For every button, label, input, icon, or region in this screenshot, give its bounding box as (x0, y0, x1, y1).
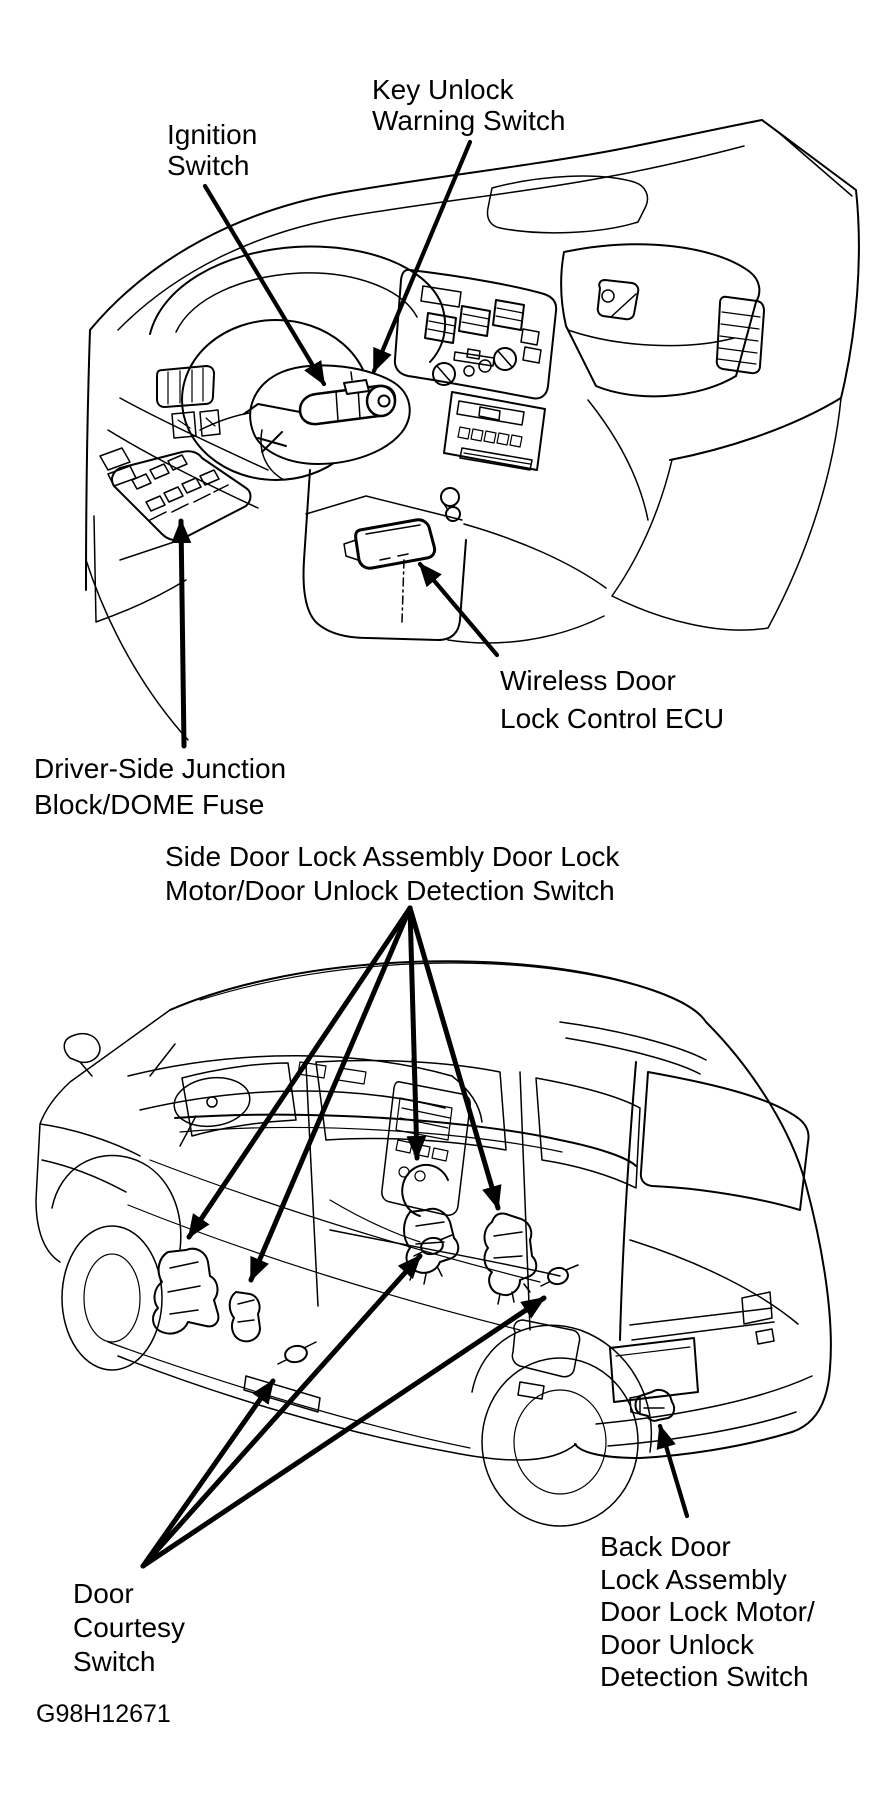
front-wheel (62, 1226, 162, 1370)
console (304, 470, 606, 643)
key-unlock-warning-switch-part (344, 380, 369, 394)
quarter-window (536, 1078, 640, 1188)
label-line: Key Unlock (372, 74, 514, 105)
rear-wheel (482, 1358, 638, 1526)
wireless-door-lock-ecu-part (344, 520, 435, 568)
second-door-lock-assembly (230, 1292, 260, 1341)
label-key-unlock-warning-switch (372, 74, 565, 136)
leader-courtesy-1 (143, 1381, 273, 1566)
label-line: Switch (73, 1646, 156, 1677)
glove-box (561, 244, 759, 396)
rear-side-door-lock-assembly (485, 1213, 537, 1304)
label-door-courtesy-switch (73, 1577, 185, 1679)
label-line: Courtesy (73, 1612, 186, 1643)
label-driver-side-junction-block (34, 751, 286, 823)
leader-side-lock-2 (251, 908, 410, 1280)
label-line: Lock Assembly (600, 1563, 787, 1595)
center-stack (395, 270, 556, 470)
shifter-knob (441, 488, 459, 506)
label-side-door-lock-assembly (165, 840, 619, 908)
taillight-right (742, 1292, 774, 1344)
leader-side-lock-1 (189, 908, 410, 1237)
front-door-lock-assembly (153, 1249, 218, 1334)
label-line: Driver-Side Junction (34, 753, 287, 784)
door-courtesy-switch-front (278, 1342, 316, 1364)
label-line: Block/DOME Fuse (34, 789, 265, 820)
leader-ignition-switch (205, 186, 324, 384)
leader-key-unlock-warning-switch (374, 142, 470, 371)
label-line: Back Door (600, 1531, 731, 1562)
label-line: Door Unlock (600, 1628, 755, 1660)
dashboard-illustration (86, 120, 859, 740)
label-line: Motor/Door Unlock Detection Switch (165, 875, 615, 906)
leader-junction-block (181, 521, 184, 746)
left-dash-vent (157, 366, 220, 438)
steering-column (244, 365, 410, 480)
label-line: Side Door Lock Assembly Door Lock (165, 841, 620, 872)
label-ignition-switch (167, 119, 257, 181)
label-back-door-lock-assembly (600, 1531, 815, 1694)
label-wireless-door-lock-control-ecu (500, 662, 724, 738)
label-line: Warning Switch (372, 105, 566, 136)
junction-block (94, 448, 251, 622)
van-illustration (36, 961, 831, 1526)
figure-code: G98H12671 (36, 1700, 171, 1728)
label-line: Switch (167, 150, 250, 181)
back-door-lock-assembly-part (630, 1390, 674, 1421)
label-line: Detection Switch (600, 1661, 809, 1692)
label-line: Lock Control ECU (500, 703, 725, 734)
leader-side-lock-4 (410, 908, 498, 1208)
label-line: Door Lock Motor/ (600, 1596, 815, 1627)
label-line: Door (73, 1578, 134, 1609)
side-mirror (64, 1034, 100, 1076)
rear-window (641, 1072, 809, 1210)
label-line: Ignition (167, 119, 258, 150)
junction-block-connectors (100, 448, 136, 486)
right-dash-vent (717, 297, 764, 373)
label-line: Wireless Door (500, 665, 676, 696)
